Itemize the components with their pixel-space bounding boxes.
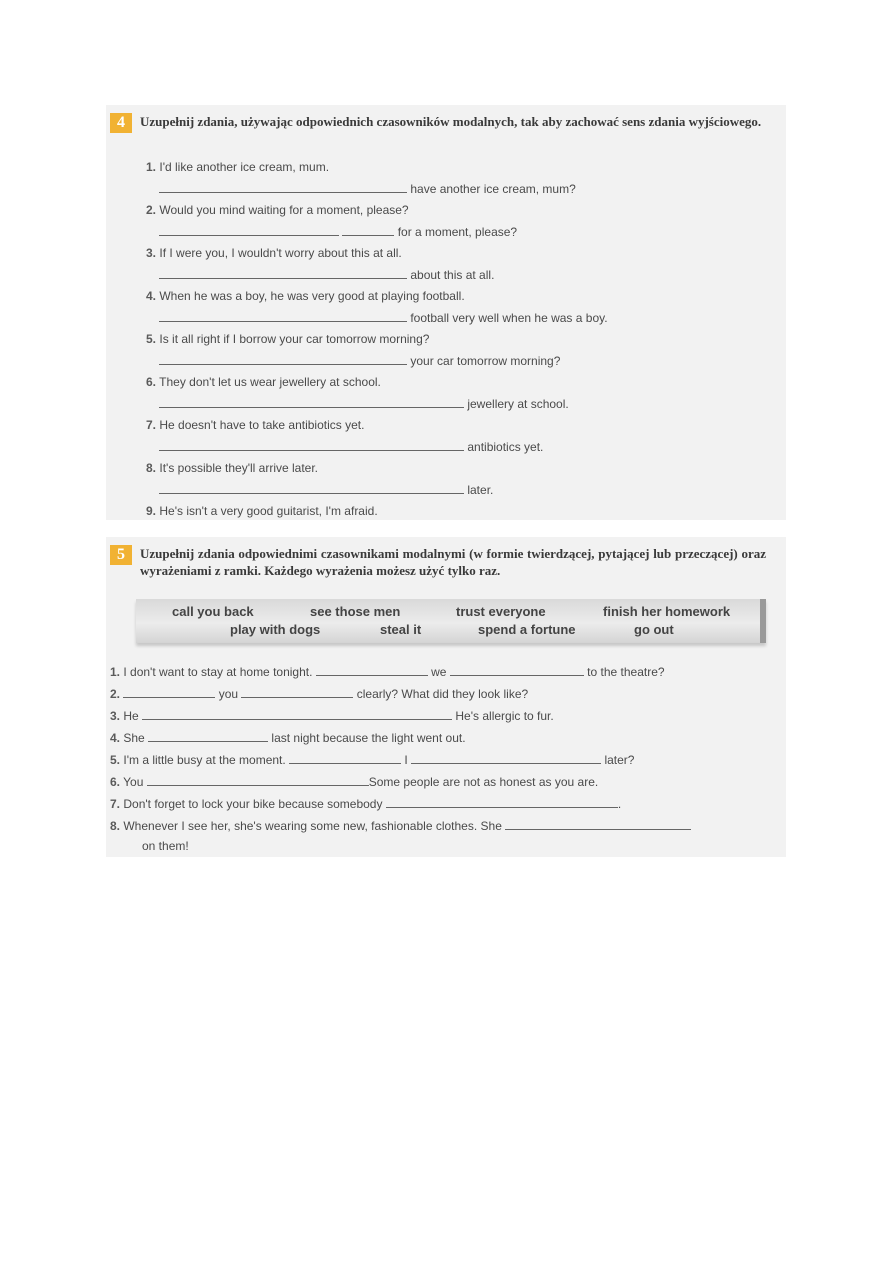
sentence-item [146,203,409,217]
sentence-item [146,332,429,346]
sentence-part: He [123,709,139,723]
sentence-part: last night because the light went out. [271,731,466,745]
answer-blank[interactable] [386,796,618,808]
item-number: 6. [110,775,121,789]
sentence-ending: jewellery at school. [467,397,569,411]
exercise-number-badge: 4 [110,113,132,133]
item-number: 7. [110,797,121,811]
sentence-ending: your car tomorrow morning? [410,354,561,368]
item-number: 2. [110,687,121,701]
sentence-text: They don't let us wear jewellery at school. [159,375,381,389]
sentence-text: He doesn't have to take antibiotics yet. [159,418,365,432]
sentence-ending: antibiotics yet. [467,440,544,454]
answer-blank[interactable] [159,224,339,236]
sentence-item [146,504,378,518]
sentence-part: you [218,687,239,701]
item-number: 7. [146,418,157,432]
sentence-part: clearly? What did they look like? [356,687,529,701]
sentence-text: It's possible they'll arrive later. [159,461,319,475]
answer-line [159,224,517,239]
phrase-box [136,599,766,643]
answer-blank[interactable] [159,439,464,451]
sentence-part: to the theatre? [587,665,665,679]
answer-blank[interactable] [159,353,407,365]
answer-line [159,181,576,196]
phrase-option: trust everyone [456,604,546,619]
phrase-option: play with dogs [230,622,321,637]
item-number: 5. [146,332,157,346]
answer-line [159,353,560,368]
answer-blank[interactable] [316,664,428,676]
sentence-part: we [431,665,447,679]
item-number: 2. [146,203,157,217]
item-number: 9. [146,504,157,518]
phrase-option: go out [634,622,674,637]
sentence-ending: about this at all. [410,268,495,282]
item-number: 4. [110,731,121,745]
item-number: 3. [146,246,157,260]
sentence-ending: later. [467,483,494,497]
answer-blank[interactable] [159,267,407,279]
sentence-item [110,664,665,679]
sentence-item [146,461,318,475]
sentence-ending: for a moment, please? [397,225,518,239]
answer-blank[interactable] [159,181,407,193]
sentence-text: He's isn't a very good guitarist, I'm afraid. [159,504,378,518]
sentence-item [146,160,329,174]
sentence-text: If I were you, I wouldn't worry about this at all. [159,246,402,260]
answer-line [159,439,543,454]
item-number: 3. [110,709,121,723]
sentence-text: When he was a boy, he was very good at playing football. [159,289,465,303]
answer-blank[interactable] [450,664,584,676]
answer-blank[interactable] [148,730,268,742]
sentence-item [110,686,528,701]
answer-blank[interactable] [159,396,464,408]
answer-blank[interactable] [411,752,601,764]
sentence-item [146,289,465,303]
sentence-part: Whenever I see her, she's wearing some new, fashionable clothes. She [123,819,502,833]
sentence-item [110,730,466,745]
sentence-text: Would you mind waiting for a moment, please? [159,203,409,217]
answer-blank[interactable] [123,686,215,698]
answer-line [159,310,608,325]
sentence-part: on them! [142,839,189,853]
item-number: 8. [110,819,121,833]
sentence-part: She [123,731,145,745]
sentence-ending: have another ice cream, mum? [410,182,576,196]
sentence-item [110,774,598,789]
exercise-4-header [110,113,766,130]
answer-blank[interactable] [159,310,407,322]
sentence-text: I'd like another ice cream, mum. [159,160,330,174]
sentence-item [110,752,634,767]
exercise-number-badge: 5 [110,545,132,565]
sentence-text: Is it all right if I borrow your car tomorrow morning? [159,332,430,346]
answer-line [159,482,493,497]
sentence-part: You [123,775,144,789]
sentence-part: I don't want to stay at home tonight. [123,665,313,679]
exercise-instruction: Uzupełnij zdania, używając odpowiednich czasowników modalnych, tak aby zachować sens zdania wyjściowego. [140,114,762,129]
exercise-instruction: Uzupełnij zdania odpowiednimi czasownikami modalnymi (w formie twierdzącej, pytającej lub przeczącej) oraz wyrażeniami z ramki. Każdego wyrażenia możesz użyć tylko raz. [140,546,766,578]
item-number: 5. [110,753,121,767]
exercise-5-header [110,545,766,579]
answer-blank[interactable] [147,774,369,786]
sentence-item [146,246,402,260]
exercise-5-panel [106,537,786,857]
exercise-4-panel [106,105,786,520]
sentence-item [146,418,364,432]
sentence-item [146,375,381,389]
sentence-item [110,708,554,723]
sentence-part: Some people are not as honest as you are. [368,775,599,789]
sentence-part: . [617,797,622,811]
sentence-ending: football very well when he was a boy. [410,311,608,325]
item-number: 8. [146,461,157,475]
answer-line [159,396,569,411]
sentence-part: I'm a little busy at the moment. [123,753,286,767]
item-number: 1. [146,160,157,174]
item-number: 1. [110,665,121,679]
answer-line [159,267,494,282]
item-number: 4. [146,289,157,303]
answer-blank[interactable] [159,482,464,494]
answer-blank[interactable] [505,818,691,830]
phrase-option: see those men [310,604,401,619]
sentence-part: He's allergic to fur. [455,709,554,723]
answer-blank[interactable] [142,708,452,720]
item-number: 6. [146,375,157,389]
sentence-part: Don't forget to lock your bike because somebody [123,797,383,811]
sentence-item [110,796,621,811]
phrase-option: steal it [380,622,422,637]
sentence-item [110,818,691,833]
answer-blank[interactable] [342,224,394,236]
answer-blank[interactable] [289,752,401,764]
sentence-continuation [142,839,189,853]
phrase-option: finish her homework [603,604,731,619]
phrase-option: spend a fortune [478,622,576,637]
answer-blank[interactable] [241,686,353,698]
phrase-option: call you back [172,604,254,619]
sentence-part: later? [604,753,635,767]
sentence-part: I [404,753,408,767]
